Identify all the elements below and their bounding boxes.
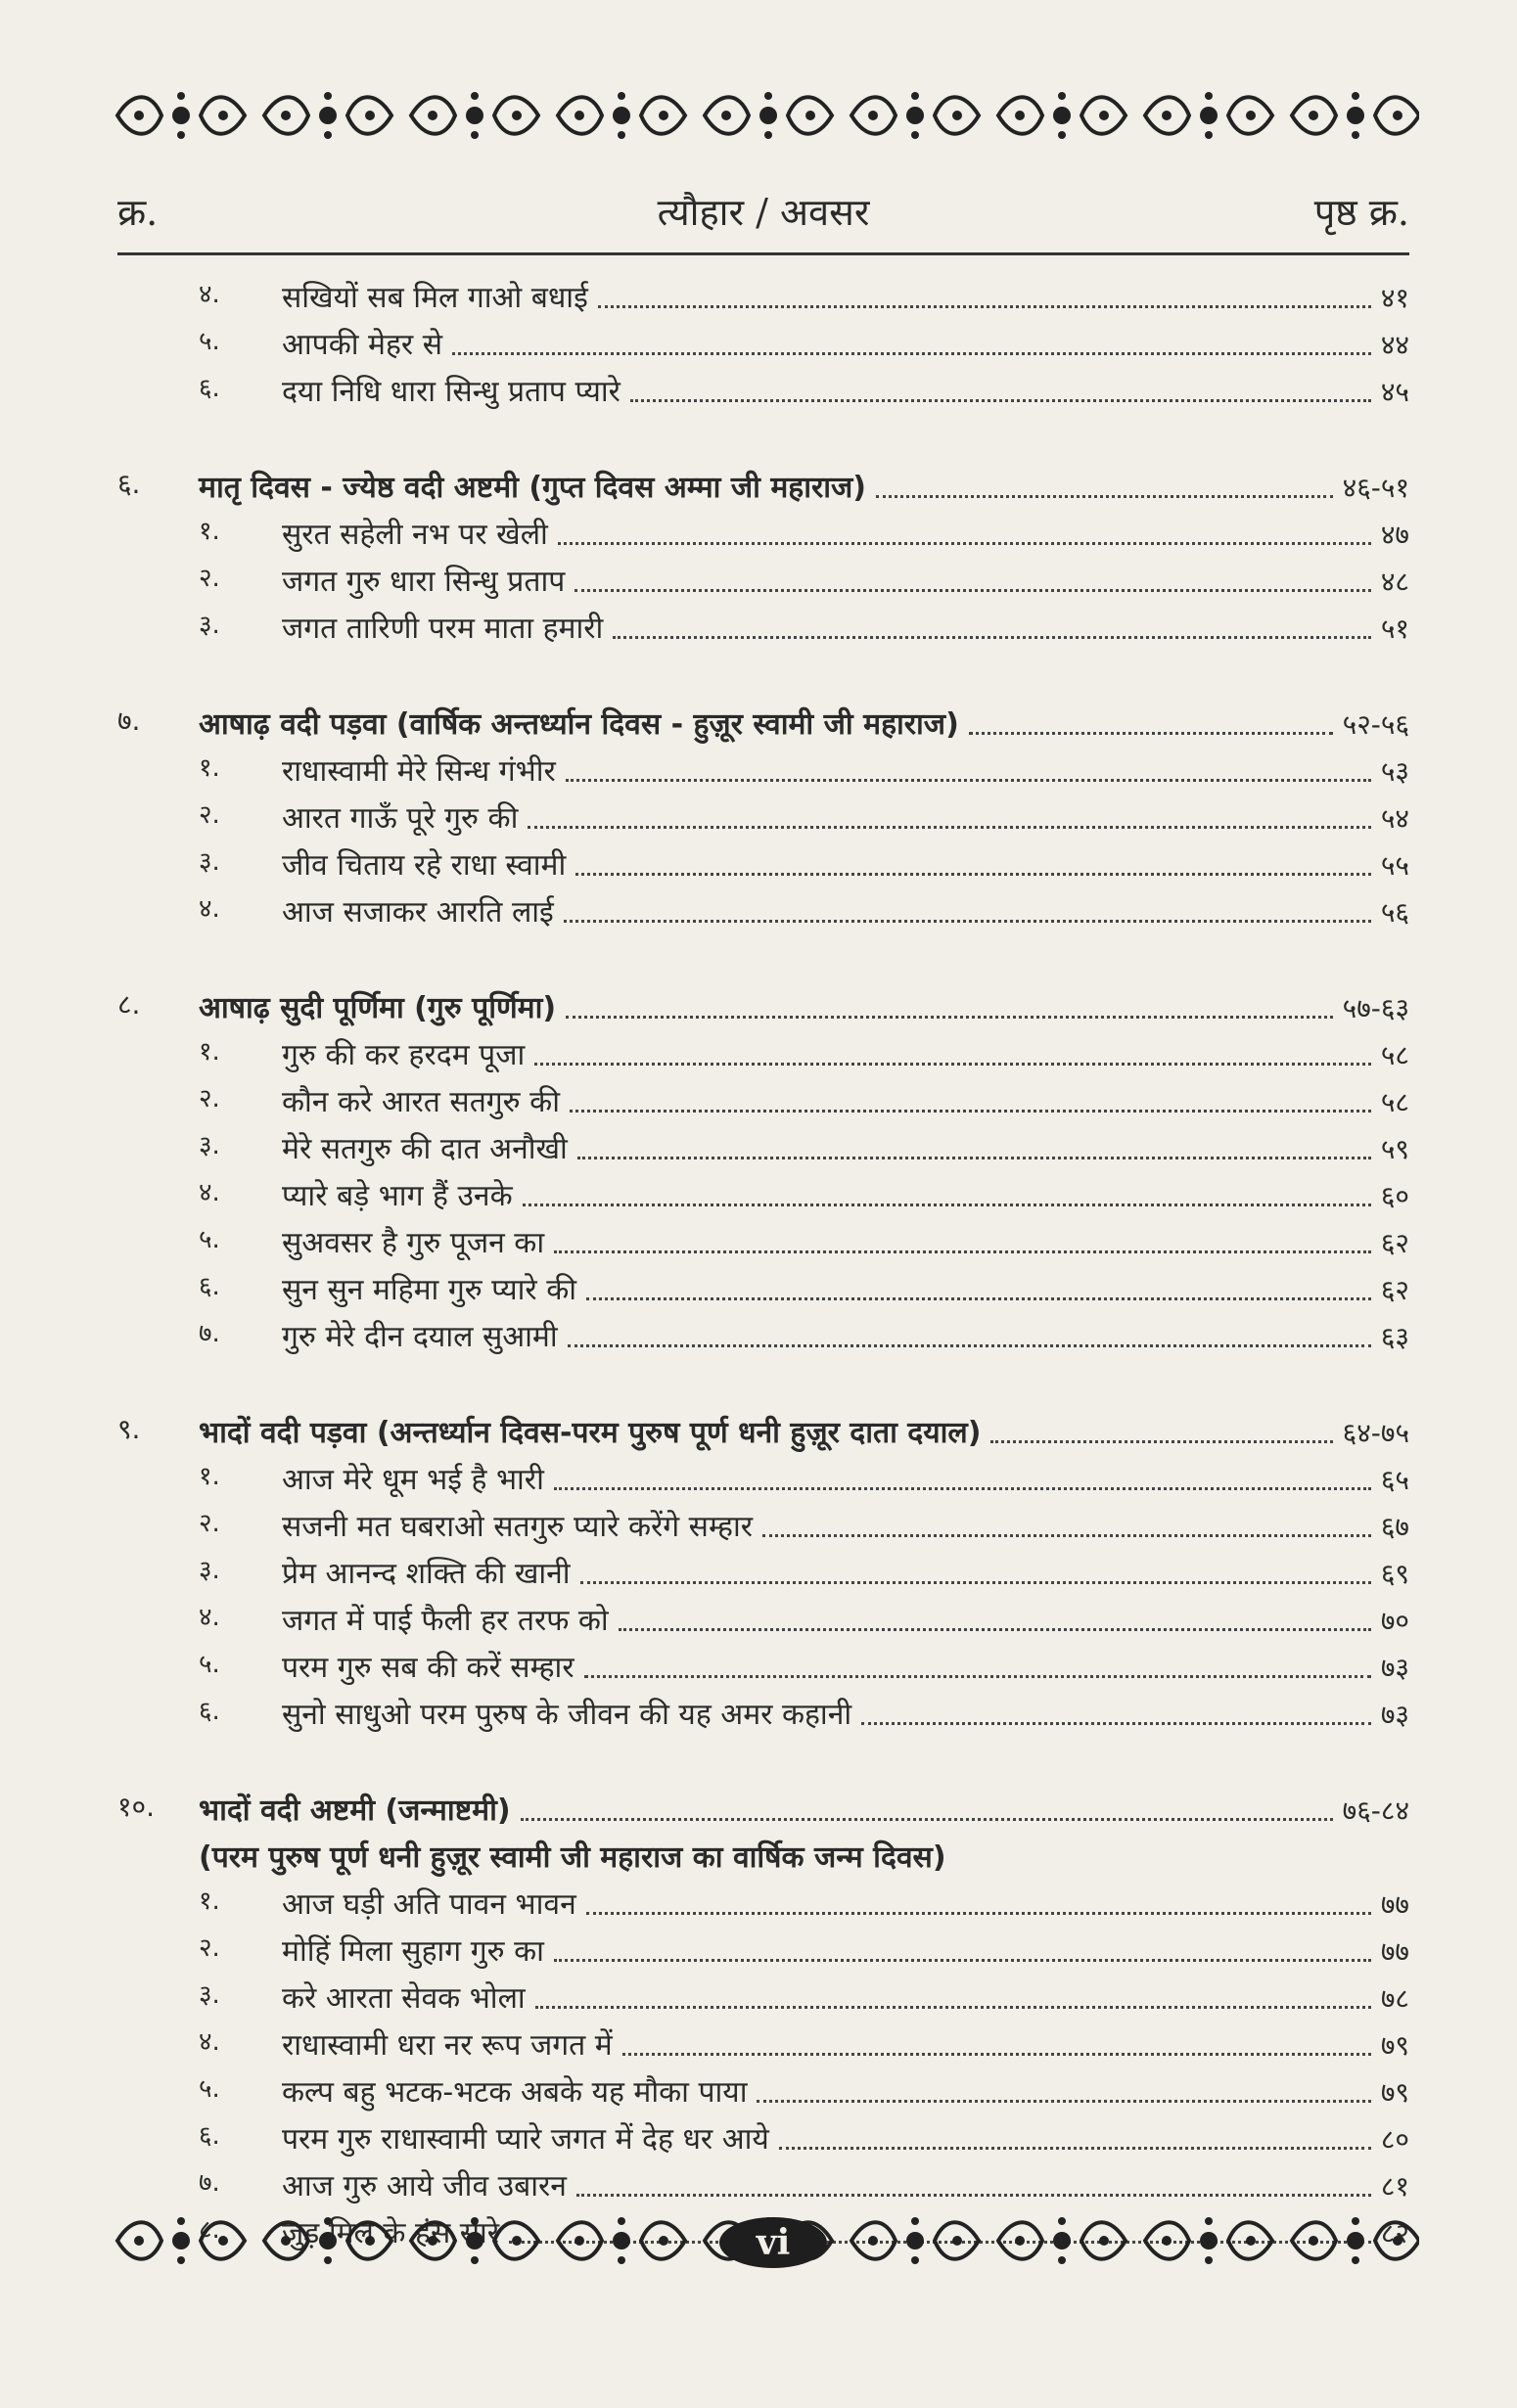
item-page: ४१ xyxy=(1380,282,1409,314)
header-title: त्यौहार / अवसर xyxy=(657,191,870,234)
item-number: ५. xyxy=(199,327,220,356)
item-title: गुरु की कर हरदम पूजा xyxy=(282,1038,526,1072)
item-page: ५८ xyxy=(1380,1039,1409,1071)
item-title: कल्प बहु भटक-भटक अबके यह मौका पाया xyxy=(282,2075,748,2110)
dot-leader xyxy=(577,1157,1371,1159)
toc-item xyxy=(117,508,1409,555)
item-title: सजनी मत घबराओ सतगुरु प्यारे करेंगे सम्हार xyxy=(282,1510,753,1544)
dot-leader xyxy=(576,2194,1371,2197)
toc-item xyxy=(117,1216,1409,1263)
section-title: भादों वदी अष्टमी (जन्माष्टमी) xyxy=(199,1794,511,1828)
toc-item xyxy=(117,2019,1409,2066)
item-number: ६. xyxy=(199,1272,220,1301)
toc-item xyxy=(117,1075,1409,1122)
dot-leader xyxy=(566,779,1371,782)
item-title: आज सजाकर आरति लाई xyxy=(282,895,554,930)
toc-item xyxy=(117,555,1409,602)
item-title: गुरु मेरे दीन दयाल सुआमी xyxy=(282,1320,558,1354)
item-number: ४. xyxy=(199,1178,220,1207)
dot-leader xyxy=(598,305,1371,308)
item-page: ५४ xyxy=(1380,802,1409,835)
toc-item xyxy=(117,1878,1409,1925)
item-number: २. xyxy=(199,800,220,830)
item-number: १. xyxy=(199,1886,220,1916)
item-page: ४८ xyxy=(1380,566,1409,598)
dot-leader xyxy=(622,2053,1371,2056)
dot-leader xyxy=(861,1722,1371,1725)
item-title: आरत गाऊँ पूरे गुरु की xyxy=(282,801,519,836)
dot-leader xyxy=(570,1110,1371,1113)
item-title: राधास्वामी धरा नर रूप जगत में xyxy=(282,2028,613,2063)
item-title: प्रेम आनन्द शक्ति की खानी xyxy=(282,1557,571,1591)
item-page: ८० xyxy=(1380,2123,1409,2156)
toc-item xyxy=(117,1594,1409,1641)
item-number: ३. xyxy=(199,1556,220,1585)
item-number: ६. xyxy=(199,1697,220,1726)
item-page: ७७ xyxy=(1380,1888,1409,1921)
item-title: मेरे सतगुरु की दात अनौखी xyxy=(282,1132,568,1166)
item-title: करे आरता सेवक भोला xyxy=(282,1981,526,2016)
toc-item xyxy=(117,792,1409,839)
section-number: ६. xyxy=(117,468,141,500)
item-title: आपकी मेहर से xyxy=(282,328,443,362)
item-page: ४७ xyxy=(1380,519,1409,551)
item-page: ७३ xyxy=(1380,1652,1409,1684)
item-page: ७७ xyxy=(1380,1935,1409,1968)
section-pages: ७६-८४ xyxy=(1342,1795,1409,1827)
item-number: ३. xyxy=(199,1131,220,1160)
item-number: ४. xyxy=(199,1603,220,1632)
section-title: आषाढ़ वदी पड़वा (वार्षिक अन्तर्ध्यान दिवस - हुज़ूर स्वामी जी महाराज) xyxy=(199,707,959,742)
item-page: ५१ xyxy=(1380,613,1409,645)
item-number: ७. xyxy=(199,1319,220,1348)
item-title: आज घड़ी अति पावन भावन xyxy=(282,1887,576,1922)
item-title: दया निधि धारा सिन्धु प्रताप प्यारे xyxy=(282,375,621,409)
dot-leader xyxy=(523,1204,1371,1206)
item-title: सुन सुन महिमा गुरु प्यारे की xyxy=(282,1273,577,1307)
section-pages: ५७-६३ xyxy=(1342,992,1409,1024)
toc-section xyxy=(117,461,1409,508)
item-number: ४. xyxy=(199,2027,220,2057)
top-ornamental-border xyxy=(108,86,1419,145)
dot-leader xyxy=(584,1675,1371,1678)
toc-item xyxy=(117,1169,1409,1216)
dot-leader xyxy=(757,2100,1370,2103)
dot-leader xyxy=(990,1440,1332,1443)
item-number: १. xyxy=(199,753,220,783)
toc-section xyxy=(117,981,1409,1028)
item-number: ६. xyxy=(199,374,220,403)
item-number: ४. xyxy=(199,280,220,309)
toc-item xyxy=(117,886,1409,932)
section-pages: ४६-५१ xyxy=(1342,472,1409,504)
item-page: ६५ xyxy=(1380,1464,1409,1496)
item-page: ५५ xyxy=(1380,849,1409,882)
item-title: जीव चिताय रहे राधा स्वामी xyxy=(282,848,567,883)
item-title: राधास्वामी मेरे सिन्ध गंभीर xyxy=(282,754,556,789)
dot-leader xyxy=(580,1581,1371,1584)
item-page: ६२ xyxy=(1380,1274,1409,1306)
item-number: ३. xyxy=(199,611,220,640)
item-page: ६० xyxy=(1380,1180,1409,1212)
toc-item xyxy=(117,1688,1409,1735)
dot-leader xyxy=(534,1063,1371,1066)
toc-content xyxy=(117,271,1409,2253)
dot-leader xyxy=(779,2147,1371,2150)
section-subtitle: (परम पुरुष पूर्ण धनी हुज़ूर स्वामी जी महाराज का वार्षिक जन्म दिवस) xyxy=(199,1840,946,1875)
item-title: जगत गुरु धारा सिन्धु प्रताप xyxy=(282,565,566,599)
toc-item xyxy=(117,1925,1409,1972)
table-header xyxy=(117,186,1409,245)
toc-section xyxy=(117,698,1409,745)
item-title: सखियों सब मिल गाओ बधाई xyxy=(282,281,588,315)
item-page: ५६ xyxy=(1380,896,1409,929)
item-number: ५. xyxy=(199,1225,220,1254)
toc-item xyxy=(117,2113,1409,2159)
toc-item xyxy=(117,1641,1409,1688)
item-page: ५३ xyxy=(1380,755,1409,788)
dot-leader xyxy=(619,1628,1371,1631)
toc-item xyxy=(117,839,1409,886)
item-page: ६९ xyxy=(1380,1558,1409,1590)
toc-item xyxy=(117,2159,1409,2206)
item-page: ७० xyxy=(1380,1605,1409,1637)
item-number: १. xyxy=(199,517,220,546)
item-page: ७९ xyxy=(1380,2076,1409,2109)
item-number: ६. xyxy=(199,2121,220,2151)
section-number: १०. xyxy=(117,1791,156,1823)
toc-item xyxy=(117,745,1409,792)
dot-leader xyxy=(558,542,1371,545)
item-page: ४४ xyxy=(1380,329,1409,361)
item-title: परम गुरु राधास्वामी प्यारे जगत में देह धर आये xyxy=(282,2122,769,2157)
item-title: सुअवसर है गुरु पूजन का xyxy=(282,1226,545,1260)
item-title: आज गुरु आये जीव उबारन xyxy=(282,2169,567,2204)
toc-item xyxy=(117,365,1409,412)
dot-leader xyxy=(586,1912,1371,1915)
toc-item xyxy=(117,271,1409,318)
item-page: ६२ xyxy=(1380,1227,1409,1259)
item-page: ७९ xyxy=(1380,2029,1409,2062)
item-page: ६७ xyxy=(1380,1511,1409,1543)
item-number: २. xyxy=(199,564,220,593)
item-number: १. xyxy=(199,1462,220,1491)
section-pages: ५२-५६ xyxy=(1342,708,1409,741)
toc-section xyxy=(117,1784,1409,1831)
section-title: भादों वदी पड़वा (अन्तर्ध्यान दिवस-परम पुरुष पूर्ण धनी हुज़ूर दाता दयाल) xyxy=(199,1416,982,1450)
header-rule xyxy=(117,252,1409,255)
toc-item xyxy=(117,1500,1409,1547)
item-title: मोहिं मिला सुहाग गुरु का xyxy=(282,1934,544,1969)
dot-leader xyxy=(564,920,1371,923)
dot-leader xyxy=(762,1534,1371,1537)
item-number: ५. xyxy=(199,1650,220,1679)
section-number: ९. xyxy=(117,1413,141,1445)
toc-item xyxy=(117,1263,1409,1310)
toc-item xyxy=(117,1547,1409,1594)
dot-leader xyxy=(452,352,1371,355)
dot-leader xyxy=(566,1016,1333,1019)
dot-leader xyxy=(613,636,1371,639)
dot-leader xyxy=(575,873,1371,876)
page-number-badge: vi xyxy=(719,2217,827,2268)
section-title: आषाढ़ सुदी पूर्णिमा (गुरु पूर्णिमा) xyxy=(199,991,557,1025)
section-number: ८. xyxy=(117,988,141,1021)
dot-leader xyxy=(554,1250,1371,1253)
item-number: ४. xyxy=(199,894,220,924)
dot-leader xyxy=(554,1487,1371,1490)
item-number: ३. xyxy=(199,847,220,877)
item-page: ८१ xyxy=(1380,2170,1409,2203)
item-title: जगत तारिणी परम माता हमारी xyxy=(282,612,604,646)
section-title: मातृ दिवस - ज्येष्ठ वदी अष्टमी (गुप्त दिवस अम्मा जी महाराज) xyxy=(199,471,867,505)
item-title: सुरत सहेली नभ पर खेली xyxy=(282,518,548,552)
toc-item xyxy=(117,1310,1409,1357)
section-pages: ६४-७५ xyxy=(1342,1417,1409,1449)
item-number: ७. xyxy=(199,2168,220,2198)
dot-leader xyxy=(630,399,1371,402)
header-number-label: क्र. xyxy=(117,191,159,234)
item-number: २. xyxy=(199,1933,220,1963)
dot-leader xyxy=(876,495,1333,498)
item-number: १. xyxy=(199,1037,220,1067)
item-title: कौन करे आरत सतगुरु की xyxy=(282,1085,560,1119)
item-page: ५८ xyxy=(1380,1086,1409,1118)
header-page-label: पृष्ठ क्र. xyxy=(1313,191,1409,234)
dot-leader xyxy=(969,732,1333,735)
item-page: ४५ xyxy=(1380,376,1409,408)
item-number: २. xyxy=(199,1509,220,1538)
item-title: सुनो साधुओ परम पुरुष के जीवन की यह अमर कहानी xyxy=(282,1698,852,1732)
dot-leader xyxy=(528,826,1371,829)
toc-item xyxy=(117,1122,1409,1169)
item-title: प्यारे बड़े भाग हैं उनके xyxy=(282,1179,513,1213)
item-page: ७८ xyxy=(1380,1982,1409,2015)
item-page: ५९ xyxy=(1380,1133,1409,1165)
item-title: जगत में पाई फैली हर तरफ को xyxy=(282,1604,609,1638)
dot-leader xyxy=(535,2006,1371,2009)
item-title: आज मेरे धूम भई है भारी xyxy=(282,1463,544,1497)
toc-section xyxy=(117,1406,1409,1453)
dot-leader xyxy=(568,1344,1371,1347)
item-number: २. xyxy=(199,1084,220,1113)
toc-item xyxy=(117,318,1409,365)
toc-item xyxy=(117,2066,1409,2113)
toc-item xyxy=(117,602,1409,649)
item-page: ७३ xyxy=(1380,1699,1409,1731)
toc-item xyxy=(117,1972,1409,2019)
item-page: ६३ xyxy=(1380,1321,1409,1353)
dot-leader xyxy=(554,1959,1371,1962)
dot-leader xyxy=(575,589,1371,592)
toc-section-subtitle xyxy=(117,1831,1409,1878)
dot-leader xyxy=(586,1297,1371,1300)
toc-item xyxy=(117,1453,1409,1500)
item-number: ५. xyxy=(199,2074,220,2104)
section-number: ७. xyxy=(117,704,141,737)
item-title: परम गुरु सब की करें सम्हार xyxy=(282,1651,575,1685)
item-number: ३. xyxy=(199,1980,220,2010)
dot-leader xyxy=(521,1818,1333,1821)
toc-item xyxy=(117,1028,1409,1075)
